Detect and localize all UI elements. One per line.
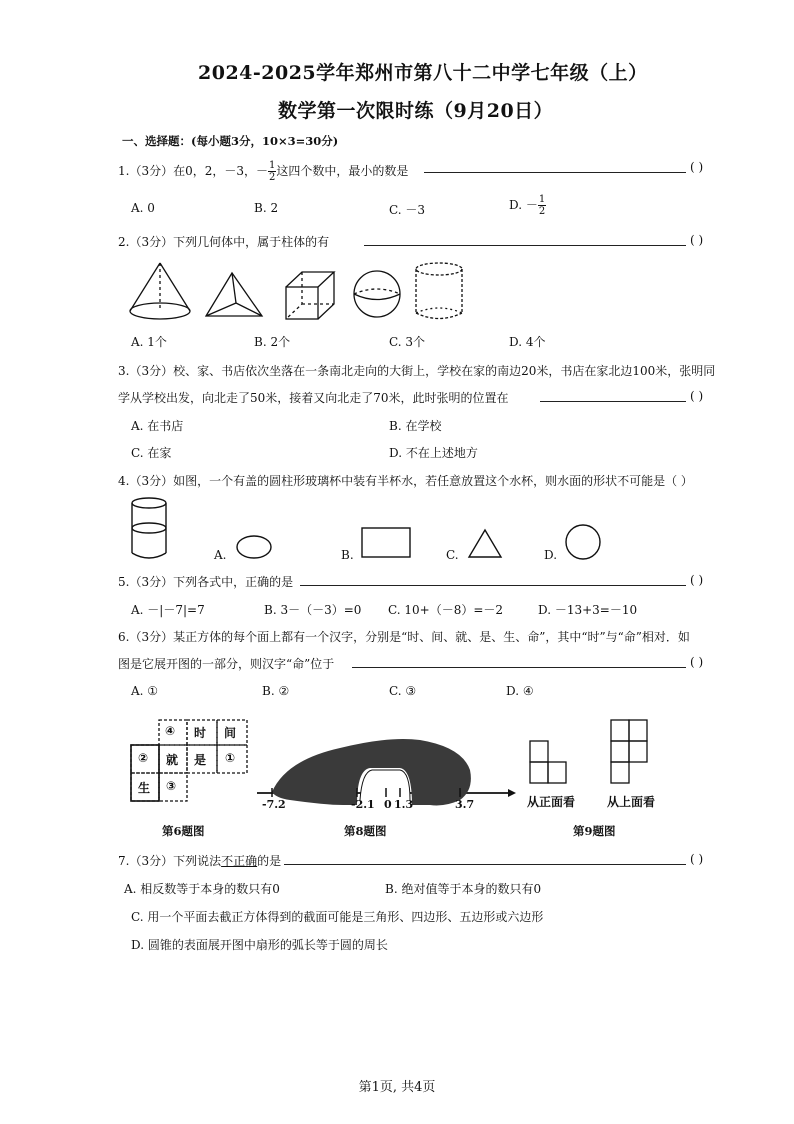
net-cell-label: ①: [225, 751, 236, 765]
question-3-stem-line1: 3.（3分）校、家、书店依次坐落在一条南北走向的大街上，学校在家的南边20米，书店在家北边100米，张明同: [118, 364, 716, 378]
number-line-label: -7.2: [262, 798, 286, 811]
pyramid-shape: [206, 273, 262, 316]
glass-cylinder-figure: [132, 498, 166, 558]
question-6-stem-line2: 图是它展开图的一部分，则汉字“命”位于: [118, 657, 335, 671]
option-c: C. ③: [389, 684, 417, 698]
figure-6-caption: 第6题图: [162, 824, 205, 838]
option-b: B. 3－（－3）=0: [264, 603, 362, 617]
cube-shape: [286, 272, 334, 319]
answer-leader-line: [540, 401, 686, 402]
question-4-stem: 4.（3分）如图，一个有盖的圆柱形玻璃杯中装有半杯水，若任意放置这个水杯，则水面的形状不可能是（ ）: [118, 474, 693, 488]
ellipse-shape: [237, 536, 271, 558]
net-cell-label: 是: [194, 753, 207, 767]
exam-title-line1: 2024-2025学年郑州市第八十二中学七年级（上）: [198, 62, 648, 84]
option-c: C. 在家: [131, 446, 172, 460]
exam-title-line2: 数学第一次限时练（9月20日）: [278, 100, 554, 122]
option-a: A. ①: [131, 684, 159, 698]
page-footer: 第1页, 共4页: [358, 1080, 436, 1095]
answer-paren: ( ): [690, 389, 704, 403]
option-c: C. 3个: [389, 335, 426, 349]
number-line-label: -2.1: [351, 798, 375, 811]
triangle-shape: [469, 530, 501, 557]
answer-paren: ( ): [690, 573, 704, 587]
option-b: B. 在学校: [389, 419, 442, 433]
option-d: D. 4个: [509, 335, 546, 349]
cone-shape: [130, 263, 190, 319]
net-cell-label: ③: [166, 779, 177, 793]
question-3-stem-line2: 学从学校出发，向北走了50米，接着又向北走了70米，此时张明的位置在: [118, 391, 509, 405]
figure-9-caption: 第9题图: [573, 824, 616, 838]
net-cell-label: 生: [138, 781, 151, 795]
net-cell-label: ②: [138, 751, 149, 765]
answer-paren: ( ): [690, 160, 704, 174]
option-d: D. 不在上述地方: [389, 446, 478, 460]
net-cell-label: ④: [165, 724, 176, 738]
option-d: D. 圆锥的表面展开图中扇形的弧长等于圆的周长: [131, 938, 388, 952]
section-heading: 一、选择题：(每小题3分，10×3=30分): [122, 134, 339, 148]
option-b: B. 2: [254, 201, 279, 215]
circle-shape: [566, 525, 600, 559]
figure-8-caption: 第8题图: [344, 824, 387, 838]
figure-9-top-view: [611, 720, 647, 783]
option-b: B.: [341, 548, 354, 562]
answer-leader-line: [284, 864, 686, 865]
number-line-label: 3.7: [455, 798, 475, 811]
option-a: A. 0: [131, 201, 155, 215]
question-6-stem-line1: 6.（3分）某正方体的每个面上都有一个汉字，分别是“时、间、就、是、生、命”，其中“时”与“命”相对．如: [118, 630, 690, 644]
answer-paren: ( ): [690, 852, 704, 866]
question-1-stem-b: 这四个数中，最小的数是: [276, 164, 409, 178]
net-cell-label: 间: [224, 726, 237, 740]
question-1-stem-a: 1.（3分）在0，2，－3，－: [118, 164, 268, 178]
option-d: D. ④: [506, 684, 534, 698]
option-b: B. 绝对值等于本身的数只有0: [385, 882, 542, 896]
option-c: C. 用一个平面去截正方体得到的截面可能是三角形、四边形、五边形或六边形: [131, 910, 544, 924]
option-c: C.: [446, 548, 459, 562]
answer-leader-line: [352, 667, 686, 668]
option-b: B. 2个: [254, 335, 291, 349]
sphere-shape: [354, 271, 400, 317]
option-c: C. 10+（－8）=－2: [388, 603, 504, 617]
net-cell-label: 时: [194, 726, 207, 740]
figure-9-front-view: [530, 741, 566, 783]
figure-8-number-line: [257, 739, 516, 805]
option-a: A. －|－7|=7: [131, 603, 205, 617]
top-view-label: 从上面看: [607, 795, 656, 809]
cylinder-shape: [416, 263, 462, 319]
option-a: A. 相反数等于本身的数只有0: [124, 882, 280, 896]
question-5-stem: 5.（3分）下列各式中，正确的是: [118, 575, 294, 589]
number-line-label: 0: [384, 798, 392, 811]
option-a: A. 1个: [131, 335, 167, 349]
option-d: D. －13+3=－10: [538, 603, 638, 617]
answer-leader-line: [300, 585, 686, 586]
option-d: D. － $\frac{1}{2}$: [509, 194, 546, 217]
option-a: A.: [214, 548, 227, 562]
net-cell-label: 就: [166, 753, 179, 767]
option-a: A. 在书店: [131, 419, 184, 433]
answer-paren: ( ): [690, 655, 704, 669]
answer-paren: ( ): [690, 233, 704, 247]
option-c: C. －3: [389, 203, 426, 217]
question-2-stem: 2.（3分）下列几何体中，属于柱体的有: [118, 235, 330, 249]
underlined-keyword: 不正确: [221, 854, 258, 868]
question-7-stem: 7.（3分）下列说法不正确的是: [118, 854, 282, 868]
rectangle-shape: [362, 528, 410, 557]
front-view-label: 从正面看: [527, 795, 576, 809]
option-b: B. ②: [262, 684, 290, 698]
option-d: D.: [544, 548, 558, 562]
number-line-label: 1.3: [394, 798, 414, 811]
fraction-half: $\frac{1}{2}$: [269, 160, 276, 183]
